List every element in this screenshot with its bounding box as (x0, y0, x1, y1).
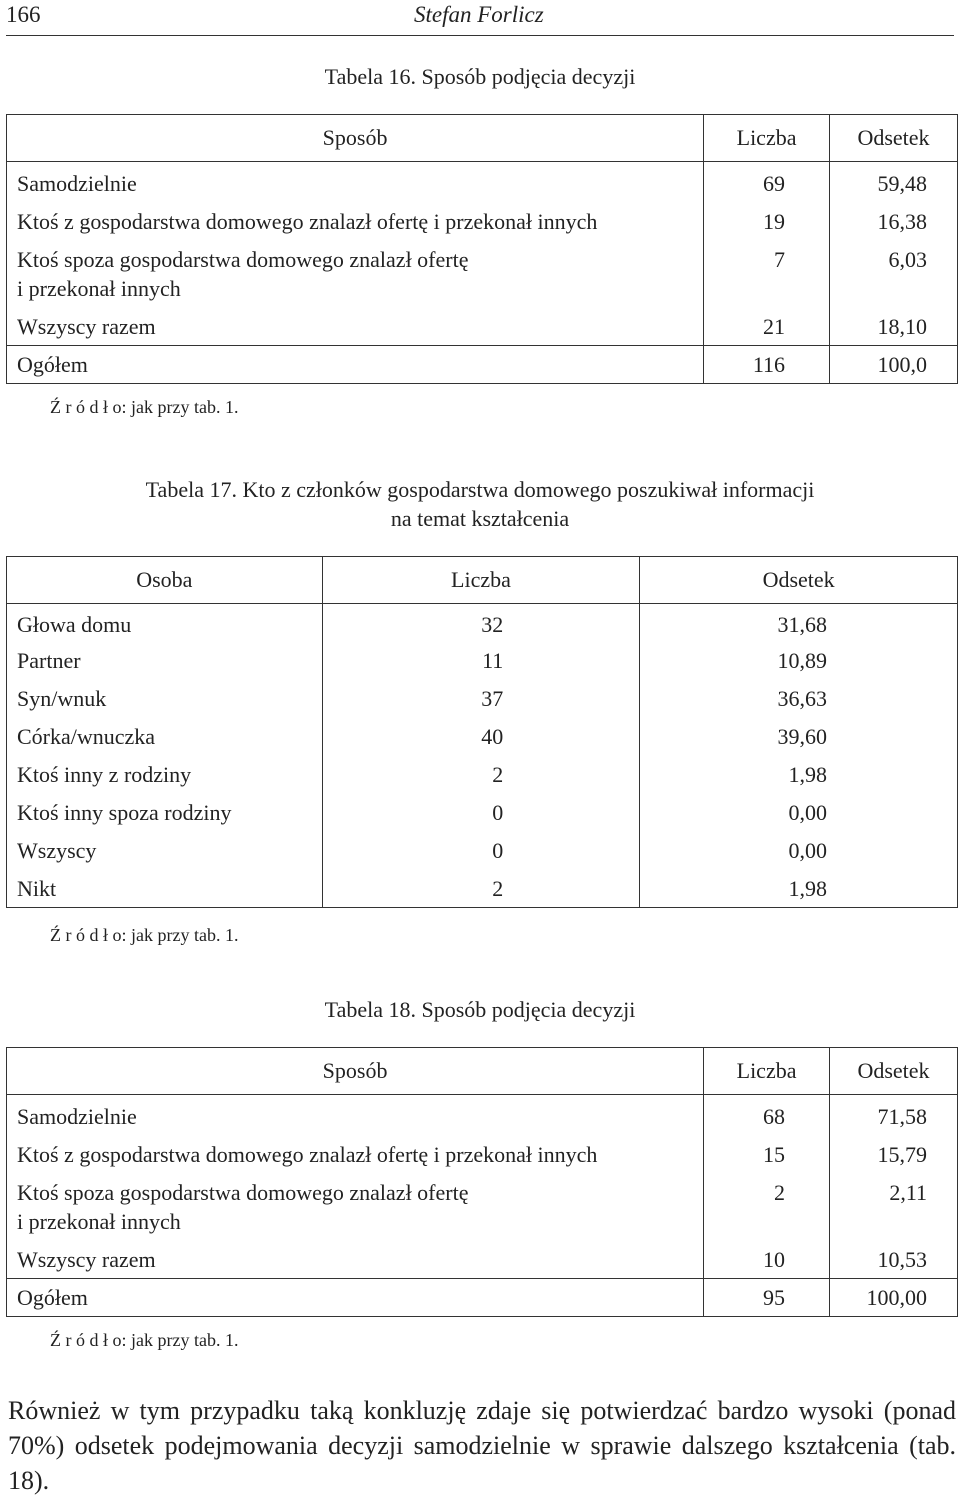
table-row (7, 832, 958, 870)
table-total-row (7, 1279, 958, 1317)
row-count: 19 (704, 198, 830, 236)
row-count: 32 (322, 604, 640, 642)
total-label: Ogółem (7, 1279, 704, 1317)
total-label: Ogółem (7, 346, 704, 384)
row-count: 68 (704, 1095, 830, 1132)
table16-col-method: Sposób (7, 115, 704, 162)
table-total-row (7, 346, 958, 384)
row-count: 21 (704, 303, 830, 346)
row-label: Ktoś z gospodarstwa domowego znalazł ofertę i przekonał innych (7, 198, 704, 236)
table17-caption-line2: na temat kształcenia (390, 506, 570, 531)
table-row (7, 1131, 958, 1169)
row-percent: 16,38 (830, 198, 958, 236)
row-count: 11 (322, 642, 640, 680)
row-percent: 71,58 (830, 1095, 958, 1132)
row-label (7, 1169, 704, 1236)
total-percent: 100,0 (830, 346, 958, 384)
table-row (7, 1095, 958, 1132)
row-count: 2 (322, 756, 640, 794)
table-row (7, 162, 958, 199)
row-percent: 1,98 (640, 756, 958, 794)
row-count: 7 (704, 236, 830, 303)
table-row (7, 680, 958, 718)
table-row (7, 642, 958, 680)
table16-col-count: Liczba (704, 115, 830, 162)
table-row (7, 1236, 958, 1279)
row-count: 15 (704, 1131, 830, 1169)
table-row (7, 604, 958, 642)
table-row (7, 718, 958, 756)
table17-header-row (7, 557, 958, 604)
table17 (6, 556, 958, 908)
table18-col-count: Liczba (704, 1048, 830, 1095)
row-count: 0 (322, 832, 640, 870)
row-label-line1: Ktoś spoza gospodarstwa domowego znalazł ofertę (17, 1180, 469, 1205)
table-row (7, 303, 958, 346)
table-row (7, 1169, 958, 1236)
row-count: 69 (704, 162, 830, 199)
row-count: 2 (322, 870, 640, 908)
row-label: Ktoś inny spoza rodziny (7, 794, 323, 832)
row-percent: 0,00 (640, 794, 958, 832)
table16-header-row (7, 115, 958, 162)
page-header (6, 0, 954, 36)
row-label (7, 236, 704, 303)
table-row (7, 794, 958, 832)
row-percent: 59,48 (830, 162, 958, 199)
row-count: 0 (322, 794, 640, 832)
row-label: Córka/wnuczka (7, 718, 323, 756)
table17-col-person: Osoba (7, 557, 323, 604)
row-label: Samodzielnie (7, 162, 704, 199)
row-percent: 1,98 (640, 870, 958, 908)
row-label: Syn/wnuk (7, 680, 323, 718)
row-label: Wszyscy razem (7, 303, 704, 346)
row-label: Wszyscy (7, 832, 323, 870)
table18-col-percent: Odsetek (830, 1048, 958, 1095)
table16-source: Ź r ó d ł o: jak przy tab. 1. (50, 397, 239, 417)
table16-col-percent: Odsetek (830, 115, 958, 162)
body-paragraph: Również w tym przypadku taką konkluzję zdaje się potwierdzać bardzo wysoki (ponad 70%) odsetek podejmowania decyzji samodzielnie w sprawie dalszego kształcenia (tab. 18). (8, 1396, 956, 1495)
table18 (6, 1047, 958, 1317)
running-head: Stefan Forlicz (414, 2, 544, 27)
row-count: 40 (322, 718, 640, 756)
table17-source: Ź r ó d ł o: jak przy tab. 1. (50, 925, 239, 945)
row-label: Wszyscy razem (7, 1236, 704, 1279)
table18-caption: Tabela 18. Sposób podjęcia decyzji (324, 997, 636, 1022)
table17-col-percent: Odsetek (640, 557, 958, 604)
table-row (7, 198, 958, 236)
table18-source: Ź r ó d ł o: jak przy tab. 1. (50, 1330, 239, 1350)
row-count: 2 (704, 1169, 830, 1236)
row-label: Ktoś inny z rodziny (7, 756, 323, 794)
row-count: 10 (704, 1236, 830, 1279)
table16-caption: Tabela 16. Sposób podjęcia decyzji (324, 64, 636, 89)
row-percent: 15,79 (830, 1131, 958, 1169)
table16 (6, 114, 958, 384)
table17-caption-line1: Tabela 17. Kto z członków gospodarstwa domowego poszukiwał informacji (145, 477, 815, 502)
row-percent: 18,10 (830, 303, 958, 346)
row-percent: 31,68 (640, 604, 958, 642)
row-percent: 36,63 (640, 680, 958, 718)
row-label: Partner (7, 642, 323, 680)
row-percent: 10,53 (830, 1236, 958, 1279)
table17-col-count: Liczba (322, 557, 640, 604)
total-count: 95 (704, 1279, 830, 1317)
total-percent: 100,00 (830, 1279, 958, 1317)
total-count: 116 (704, 346, 830, 384)
row-label: Samodzielnie (7, 1095, 704, 1132)
row-label-line1: Ktoś spoza gospodarstwa domowego znalazł ofertę (17, 247, 469, 272)
row-label-line2: i przekonał innych (17, 1209, 181, 1234)
row-label-line2: i przekonał innych (17, 276, 181, 301)
row-percent: 6,03 (830, 236, 958, 303)
row-percent: 10,89 (640, 642, 958, 680)
row-label: Nikt (7, 870, 323, 908)
table-row (7, 756, 958, 794)
row-percent: 0,00 (640, 832, 958, 870)
table-row (7, 236, 958, 303)
row-label: Ktoś z gospodarstwa domowego znalazł ofertę i przekonał innych (7, 1131, 704, 1169)
page-number: 166 (6, 2, 41, 27)
row-label: Głowa domu (7, 604, 323, 642)
table18-col-method: Sposób (7, 1048, 704, 1095)
row-percent: 2,11 (830, 1169, 958, 1236)
row-count: 37 (322, 680, 640, 718)
table-row (7, 870, 958, 908)
table17-caption (0, 475, 960, 533)
row-percent: 39,60 (640, 718, 958, 756)
table18-header-row (7, 1048, 958, 1095)
